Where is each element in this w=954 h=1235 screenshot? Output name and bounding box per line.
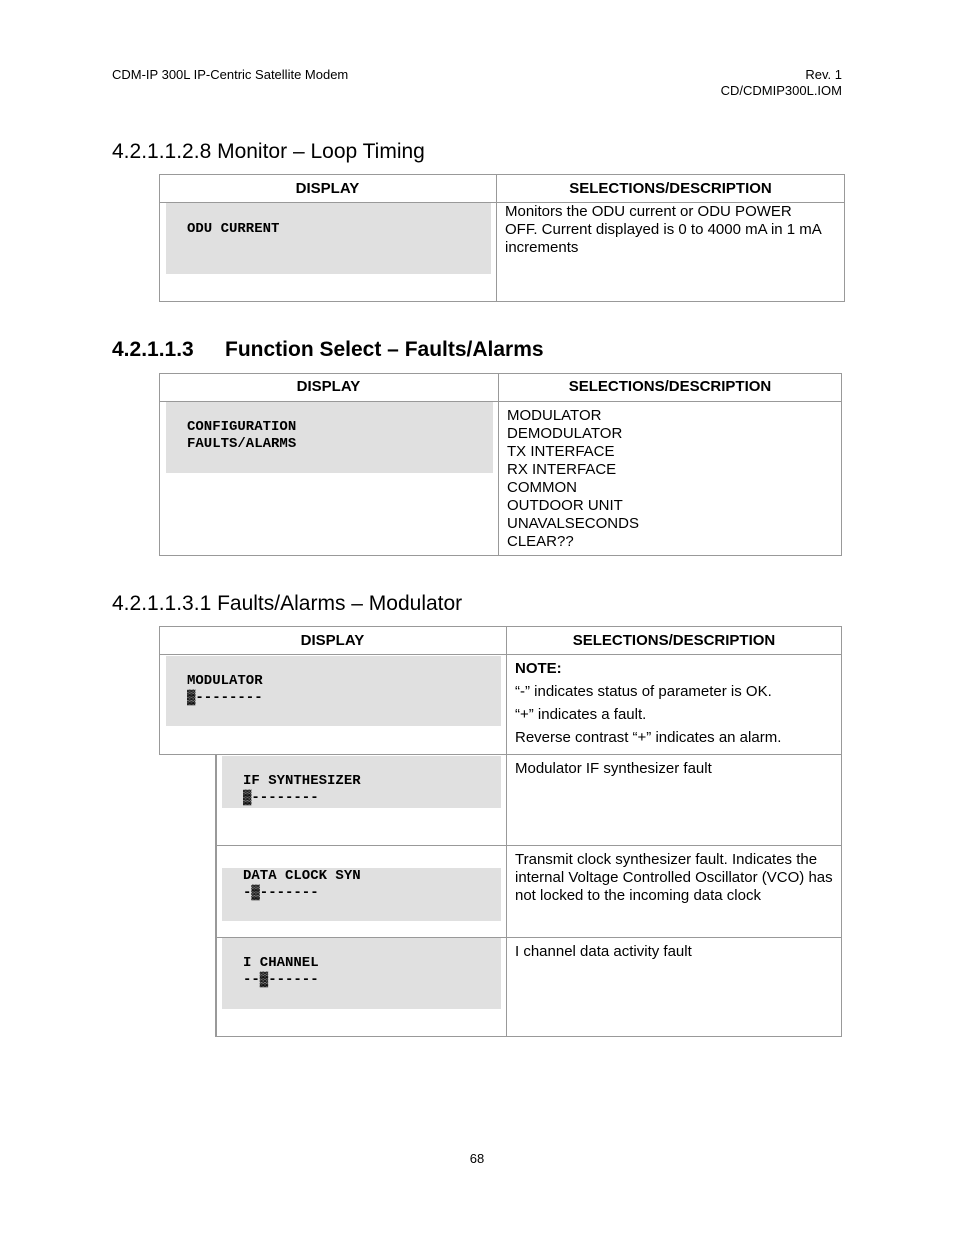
section-title: Function Select – Faults/Alarms — [225, 338, 544, 361]
note-block — [515, 660, 835, 747]
list-item: COMMON — [507, 479, 577, 496]
list-item: TX INTERFACE — [507, 443, 615, 460]
col-header-description: SELECTIONS/DESCRIPTION — [569, 180, 772, 197]
revision: Rev. 1 — [805, 67, 842, 82]
lcd-display: I CHANNEL --▓------ — [222, 938, 501, 1009]
page-number: 68 — [469, 1151, 485, 1166]
lcd-display: DATA CLOCK SYN -▓------- — [222, 868, 501, 921]
col-header-display: DISPLAY — [295, 180, 360, 197]
col-header-description: SELECTIONS/DESCRIPTION — [568, 378, 772, 395]
description-text: Transmit clock synthesizer fault. Indicates the internal Voltage Controlled Oscillator (VCO) has not locked to the incoming data clock — [515, 851, 833, 904]
lcd-display: IF SYNTHESIZER ▓-------- — [222, 756, 501, 808]
list-item: MODULATOR — [507, 407, 602, 424]
note-line: “+” indicates a fault. — [515, 706, 647, 723]
lcd-display: ODU CURRENT — [166, 203, 491, 274]
note-line: Reverse contrast “+” indicates an alarm. — [515, 729, 782, 746]
list-item: UNAVALSECONDS — [507, 515, 639, 532]
note-title: NOTE: — [515, 660, 562, 677]
list-item: CLEAR?? — [507, 533, 574, 550]
doc-title: CDM-IP 300L IP-Centric Satellite Modem — [112, 67, 349, 82]
lcd-display: CONFIGURATION FAULTS/ALARMS — [166, 402, 493, 473]
description-text: I channel data activity fault — [515, 943, 692, 960]
col-header-display: DISPLAY — [296, 378, 361, 395]
doc-code: CD/CDMIP300L.IOM — [720, 83, 842, 98]
list-item: DEMODULATOR — [507, 425, 623, 442]
section-number: 4.2.1.1.3 — [112, 338, 194, 361]
section-heading-loop-timing: 4.2.1.1.2.8 Monitor – Loop Timing — [112, 140, 425, 163]
section-heading-modulator: 4.2.1.1.3.1 Faults/Alarms – Modulator — [112, 592, 463, 615]
section-heading-faults-alarms — [112, 338, 544, 362]
description-text: Monitors the ODU current or ODU POWER OFF. Current displayed is 0 to 4000 mA in 1 mA increments — [505, 203, 821, 256]
col-header-display: DISPLAY — [300, 632, 365, 649]
col-header-description: SELECTIONS/DESCRIPTION — [572, 632, 776, 649]
list-item: OUTDOOR UNIT — [507, 497, 623, 514]
lcd-display: MODULATOR ▓-------- — [166, 656, 501, 726]
note-line: “-” indicates status of parameter is OK. — [515, 683, 772, 700]
description-text: Modulator IF synthesizer fault — [515, 760, 712, 777]
list-item: RX INTERFACE — [507, 461, 617, 478]
selection-list — [507, 407, 827, 551]
